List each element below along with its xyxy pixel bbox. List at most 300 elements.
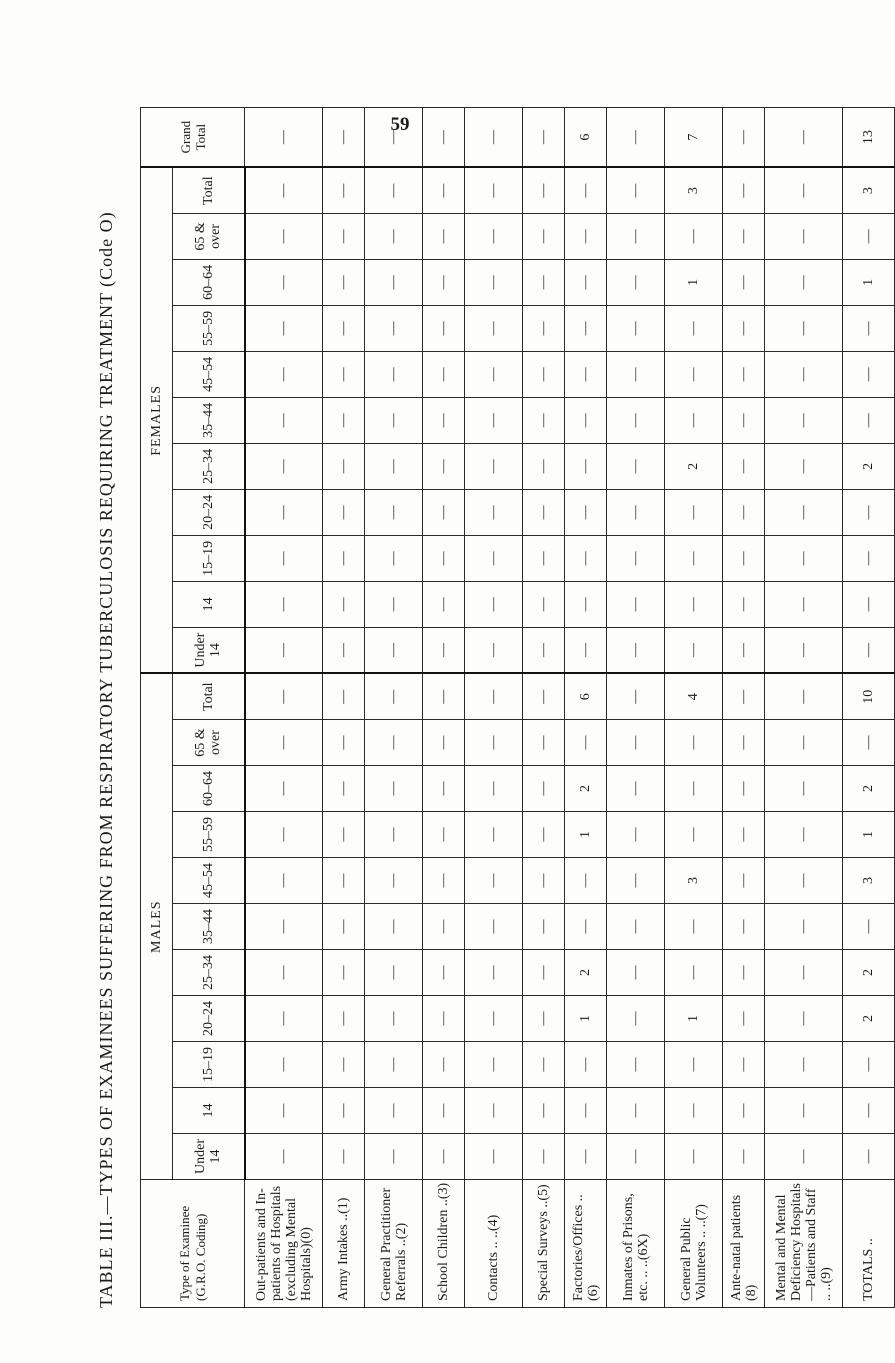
males-cell: —: [665, 904, 723, 950]
males-cell: —: [323, 1088, 365, 1134]
females-age-header: Total: [173, 167, 245, 213]
females-cell: —: [323, 535, 365, 581]
females-cell: —: [523, 167, 565, 213]
table-row: [423, 107, 465, 1307]
females-cell: —: [843, 535, 895, 581]
row-label: General Practitioner Referrals ..(2): [365, 1180, 423, 1308]
males-cell: —: [765, 858, 843, 904]
males-cell: —: [323, 1042, 365, 1088]
females-cell: —: [423, 443, 465, 489]
females-cell: —: [607, 213, 665, 259]
males-cell: —: [423, 950, 465, 996]
females-cell: —: [523, 351, 565, 397]
males-cell: —: [523, 950, 565, 996]
females-cell: —: [723, 443, 765, 489]
males-cell: —: [765, 996, 843, 1042]
females-cell: —: [523, 627, 565, 673]
males-cell: —: [465, 1042, 523, 1088]
females-cell: —: [465, 167, 523, 213]
females-cell: 2: [665, 443, 723, 489]
females-cell: —: [423, 581, 465, 627]
males-cell: —: [765, 673, 843, 719]
males-cell: —: [523, 904, 565, 950]
females-cell: —: [245, 443, 323, 489]
females-cell: —: [423, 213, 465, 259]
females-cell: —: [365, 167, 423, 213]
males-header: MALES: [141, 673, 173, 1179]
females-cell: —: [843, 305, 895, 351]
females-cell: —: [465, 627, 523, 673]
males-cell: —: [245, 673, 323, 719]
males-cell: —: [607, 904, 665, 950]
males-cell: —: [245, 904, 323, 950]
females-age-header: Under 14: [173, 627, 245, 673]
table-row: [565, 107, 607, 1307]
males-cell: —: [607, 1088, 665, 1134]
females-cell: —: [565, 167, 607, 213]
females-cell: 3: [665, 167, 723, 213]
males-cell: 1: [843, 812, 895, 858]
males-cell: —: [423, 812, 465, 858]
females-cell: —: [607, 581, 665, 627]
females-cell: —: [323, 489, 365, 535]
males-cell: 2: [843, 766, 895, 812]
row-label: School Children ..(3): [423, 1180, 465, 1308]
males-cell: —: [323, 673, 365, 719]
males-cell: —: [423, 904, 465, 950]
males-cell: —: [323, 904, 365, 950]
table-row: [323, 107, 365, 1307]
females-cell: —: [245, 489, 323, 535]
males-cell: —: [723, 1134, 765, 1180]
females-cell: —: [423, 627, 465, 673]
males-cell: —: [365, 766, 423, 812]
males-cell: —: [465, 996, 523, 1042]
males-age-header: 20–24: [173, 996, 245, 1042]
females-cell: —: [423, 535, 465, 581]
females-cell: —: [665, 351, 723, 397]
males-cell: —: [465, 950, 523, 996]
females-cell: —: [465, 305, 523, 351]
males-cell: —: [365, 673, 423, 719]
females-cell: —: [365, 535, 423, 581]
grand-total-cell: 13: [843, 107, 895, 167]
females-cell: —: [523, 397, 565, 443]
males-cell: —: [723, 950, 765, 996]
females-cell: —: [245, 627, 323, 673]
males-cell: —: [365, 812, 423, 858]
females-cell: —: [765, 397, 843, 443]
females-cell: 1: [665, 259, 723, 305]
females-cell: —: [423, 305, 465, 351]
grand-total-cell: —: [365, 107, 423, 167]
females-cell: —: [465, 351, 523, 397]
females-cell: —: [565, 305, 607, 351]
females-cell: —: [843, 351, 895, 397]
males-cell: 4: [665, 673, 723, 719]
females-cell: —: [723, 581, 765, 627]
males-cell: —: [365, 1042, 423, 1088]
males-cell: —: [423, 858, 465, 904]
females-cell: —: [465, 259, 523, 305]
type-of-examinee-header-label: Type of Examinee (G.R.O. Coding): [176, 1205, 208, 1301]
females-cell: —: [723, 305, 765, 351]
females-cell: —: [465, 213, 523, 259]
row-label: TOTALS ..: [843, 1180, 895, 1308]
males-cell: 3: [665, 858, 723, 904]
grand-total-header: Grand Total: [141, 107, 245, 167]
females-cell: —: [843, 489, 895, 535]
females-cell: —: [607, 443, 665, 489]
females-header: FEMALES: [141, 167, 173, 673]
females-cell: —: [523, 305, 565, 351]
females-cell: —: [365, 581, 423, 627]
grand-total-cell: 6: [565, 107, 607, 167]
males-cell: —: [665, 1042, 723, 1088]
males-cell: —: [665, 720, 723, 766]
females-cell: —: [565, 397, 607, 443]
males-cell: 2: [565, 766, 607, 812]
grand-total-cell: —: [245, 107, 323, 167]
females-cell: —: [423, 167, 465, 213]
row-label: Special Surveys ..(5): [523, 1180, 565, 1308]
females-cell: —: [843, 627, 895, 673]
females-age-header: 20–24: [173, 489, 245, 535]
females-cell: —: [723, 167, 765, 213]
females-cell: —: [323, 581, 365, 627]
males-cell: —: [765, 766, 843, 812]
page-number: 59: [390, 114, 410, 135]
males-cell: —: [423, 1042, 465, 1088]
males-cell: 3: [843, 858, 895, 904]
males-cell: —: [607, 673, 665, 719]
females-cell: —: [245, 351, 323, 397]
males-cell: —: [323, 950, 365, 996]
females-cell: —: [323, 305, 365, 351]
females-cell: —: [465, 535, 523, 581]
males-cell: —: [765, 1042, 843, 1088]
females-cell: —: [245, 305, 323, 351]
males-cell: —: [465, 673, 523, 719]
males-cell: —: [765, 950, 843, 996]
females-cell: —: [465, 489, 523, 535]
table-row: [607, 107, 665, 1307]
males-cell: —: [765, 1134, 843, 1180]
males-cell: —: [323, 766, 365, 812]
males-age-header: 65 & over: [173, 720, 245, 766]
males-cell: —: [245, 1042, 323, 1088]
males-cell: —: [765, 904, 843, 950]
grand-total-cell: —: [465, 107, 523, 167]
males-cell: —: [723, 1088, 765, 1134]
females-cell: —: [607, 489, 665, 535]
males-cell: —: [323, 858, 365, 904]
males-cell: —: [607, 858, 665, 904]
males-cell: —: [723, 1042, 765, 1088]
females-cell: —: [565, 213, 607, 259]
males-cell: —: [365, 950, 423, 996]
males-cell: —: [843, 1134, 895, 1180]
females-cell: —: [607, 167, 665, 213]
females-cell: —: [843, 581, 895, 627]
tuberculosis-table: [140, 107, 895, 1308]
males-age-header: 45–54: [173, 858, 245, 904]
females-cell: —: [607, 535, 665, 581]
males-cell: —: [607, 950, 665, 996]
row-label: General Public Volunteers .. ..(7): [665, 1180, 723, 1308]
males-cell: —: [323, 996, 365, 1042]
females-cell: —: [565, 489, 607, 535]
males-cell: 1: [565, 812, 607, 858]
females-cell: —: [607, 351, 665, 397]
females-cell: —: [423, 397, 465, 443]
females-cell: —: [723, 351, 765, 397]
rotated-table-container: [140, 108, 876, 1308]
females-cell: —: [465, 443, 523, 489]
males-cell: —: [423, 766, 465, 812]
table-title: TABLE III.—TYPES OF EXAMINEES SUFFERING FROM RESPIRATORY TUBERCULOSIS REQUIRING TREATMENT (Code O): [96, 211, 116, 1308]
males-cell: —: [423, 1088, 465, 1134]
females-cell: —: [565, 627, 607, 673]
females-age-header: 25–34: [173, 443, 245, 489]
males-cell: —: [465, 812, 523, 858]
males-cell: —: [565, 1088, 607, 1134]
females-cell: —: [365, 305, 423, 351]
females-cell: —: [565, 535, 607, 581]
row-label: Out-patients and In-patients of Hospitals (excluding Mental Hospitals)(0): [245, 1180, 323, 1308]
females-age-header: 35–44: [173, 397, 245, 443]
females-cell: —: [465, 581, 523, 627]
males-cell: —: [665, 1088, 723, 1134]
males-cell: —: [423, 1134, 465, 1180]
males-cell: —: [765, 1088, 843, 1134]
males-cell: —: [245, 858, 323, 904]
males-age-header: Total: [173, 673, 245, 719]
males-cell: —: [607, 812, 665, 858]
males-cell: —: [465, 858, 523, 904]
females-cell: —: [723, 627, 765, 673]
row-label: Inmates of Prisons, etc. .. ..(6X): [607, 1180, 665, 1308]
grand-total-cell: —: [323, 107, 365, 167]
males-cell: —: [245, 812, 323, 858]
males-cell: 2: [843, 996, 895, 1042]
males-cell: —: [365, 858, 423, 904]
type-of-examinee-header: [141, 1180, 245, 1308]
table-row: [465, 107, 523, 1307]
males-cell: —: [365, 904, 423, 950]
females-age-header: 15–19: [173, 535, 245, 581]
age-group-header-row: [173, 107, 245, 1307]
females-cell: —: [765, 489, 843, 535]
males-cell: —: [365, 1088, 423, 1134]
females-cell: —: [765, 213, 843, 259]
females-cell: —: [365, 259, 423, 305]
table-body: [245, 107, 895, 1307]
females-cell: —: [523, 535, 565, 581]
table-row: [765, 107, 843, 1307]
males-cell: —: [465, 904, 523, 950]
males-cell: —: [565, 720, 607, 766]
males-cell: —: [245, 950, 323, 996]
females-cell: —: [323, 397, 365, 443]
females-cell: —: [523, 581, 565, 627]
females-cell: 3: [843, 167, 895, 213]
males-cell: —: [245, 1088, 323, 1134]
males-cell: —: [423, 673, 465, 719]
males-cell: —: [843, 904, 895, 950]
females-cell: —: [843, 213, 895, 259]
row-label: Contacts .. ..(4): [465, 1180, 523, 1308]
grand-total-cell: —: [607, 107, 665, 167]
males-cell: —: [723, 766, 765, 812]
females-cell: —: [723, 489, 765, 535]
females-cell: —: [465, 397, 523, 443]
females-cell: —: [365, 627, 423, 673]
table-row: [365, 107, 423, 1307]
table-row: [843, 107, 895, 1307]
males-cell: —: [523, 766, 565, 812]
males-cell: —: [723, 904, 765, 950]
males-cell: 2: [843, 950, 895, 996]
females-cell: —: [765, 627, 843, 673]
males-cell: —: [723, 858, 765, 904]
males-cell: —: [245, 720, 323, 766]
females-cell: —: [323, 213, 365, 259]
males-cell: —: [607, 996, 665, 1042]
females-age-header: 45–54: [173, 351, 245, 397]
females-cell: —: [365, 213, 423, 259]
males-cell: —: [423, 996, 465, 1042]
females-cell: —: [665, 535, 723, 581]
females-cell: —: [665, 489, 723, 535]
females-cell: —: [765, 305, 843, 351]
females-cell: —: [323, 167, 365, 213]
males-cell: 1: [665, 996, 723, 1042]
females-cell: —: [565, 443, 607, 489]
females-cell: —: [665, 627, 723, 673]
females-cell: —: [565, 351, 607, 397]
males-cell: —: [723, 673, 765, 719]
row-label: Ante-natal patients (8): [723, 1180, 765, 1308]
males-cell: —: [323, 1134, 365, 1180]
females-cell: 1: [843, 259, 895, 305]
females-cell: —: [523, 443, 565, 489]
females-cell: —: [607, 397, 665, 443]
females-cell: —: [523, 213, 565, 259]
males-cell: —: [607, 720, 665, 766]
females-cell: —: [665, 581, 723, 627]
females-cell: —: [607, 259, 665, 305]
males-cell: —: [565, 858, 607, 904]
females-cell: —: [245, 535, 323, 581]
females-cell: —: [565, 259, 607, 305]
males-cell: —: [523, 1042, 565, 1088]
males-cell: —: [565, 904, 607, 950]
females-cell: —: [323, 443, 365, 489]
females-age-header: 14: [173, 581, 245, 627]
males-cell: —: [565, 1134, 607, 1180]
females-cell: —: [665, 213, 723, 259]
males-cell: —: [665, 950, 723, 996]
males-cell: —: [323, 812, 365, 858]
females-cell: —: [765, 351, 843, 397]
females-cell: —: [245, 397, 323, 443]
females-cell: —: [323, 351, 365, 397]
females-cell: —: [423, 259, 465, 305]
grand-total-cell: —: [765, 107, 843, 167]
males-cell: 10: [843, 673, 895, 719]
males-cell: —: [607, 1134, 665, 1180]
grand-total-cell: 7: [665, 107, 723, 167]
table-row: [723, 107, 765, 1307]
table-row: [523, 107, 565, 1307]
females-age-header: 65 & over: [173, 213, 245, 259]
males-cell: —: [523, 1088, 565, 1134]
females-cell: —: [765, 581, 843, 627]
males-age-header: 14: [173, 1088, 245, 1134]
females-age-header: 60–64: [173, 259, 245, 305]
males-cell: —: [323, 720, 365, 766]
males-cell: —: [843, 1042, 895, 1088]
females-cell: —: [523, 259, 565, 305]
males-cell: —: [607, 766, 665, 812]
males-cell: —: [465, 720, 523, 766]
males-cell: —: [523, 812, 565, 858]
females-cell: —: [323, 259, 365, 305]
males-cell: —: [523, 996, 565, 1042]
males-cell: —: [465, 766, 523, 812]
table-row: [245, 107, 323, 1307]
males-cell: 1: [565, 996, 607, 1042]
males-cell: 6: [565, 673, 607, 719]
females-cell: —: [523, 489, 565, 535]
females-cell: —: [365, 351, 423, 397]
females-cell: —: [765, 535, 843, 581]
grand-total-cell: —: [423, 107, 465, 167]
females-cell: —: [245, 259, 323, 305]
males-cell: 2: [565, 950, 607, 996]
males-cell: —: [245, 1134, 323, 1180]
females-cell: —: [323, 627, 365, 673]
grand-total-cell: —: [523, 107, 565, 167]
females-cell: —: [765, 259, 843, 305]
males-cell: —: [765, 812, 843, 858]
grand-total-cell: —: [723, 107, 765, 167]
females-cell: —: [665, 397, 723, 443]
row-label: Army Intakes ..(1): [323, 1180, 365, 1308]
males-cell: —: [245, 996, 323, 1042]
females-cell: —: [245, 581, 323, 627]
males-cell: —: [523, 720, 565, 766]
females-cell: —: [843, 397, 895, 443]
males-cell: —: [665, 812, 723, 858]
females-cell: —: [723, 397, 765, 443]
females-cell: —: [765, 443, 843, 489]
males-age-header: Under 14: [173, 1134, 245, 1180]
males-age-header: 25–34: [173, 950, 245, 996]
females-cell: —: [365, 489, 423, 535]
males-cell: —: [523, 1134, 565, 1180]
females-cell: —: [245, 167, 323, 213]
males-age-header: 55–59: [173, 812, 245, 858]
females-cell: —: [365, 443, 423, 489]
females-cell: —: [723, 213, 765, 259]
females-cell: —: [365, 397, 423, 443]
females-cell: 2: [843, 443, 895, 489]
males-cell: —: [465, 1134, 523, 1180]
table-row: [665, 107, 723, 1307]
males-cell: —: [843, 1088, 895, 1134]
